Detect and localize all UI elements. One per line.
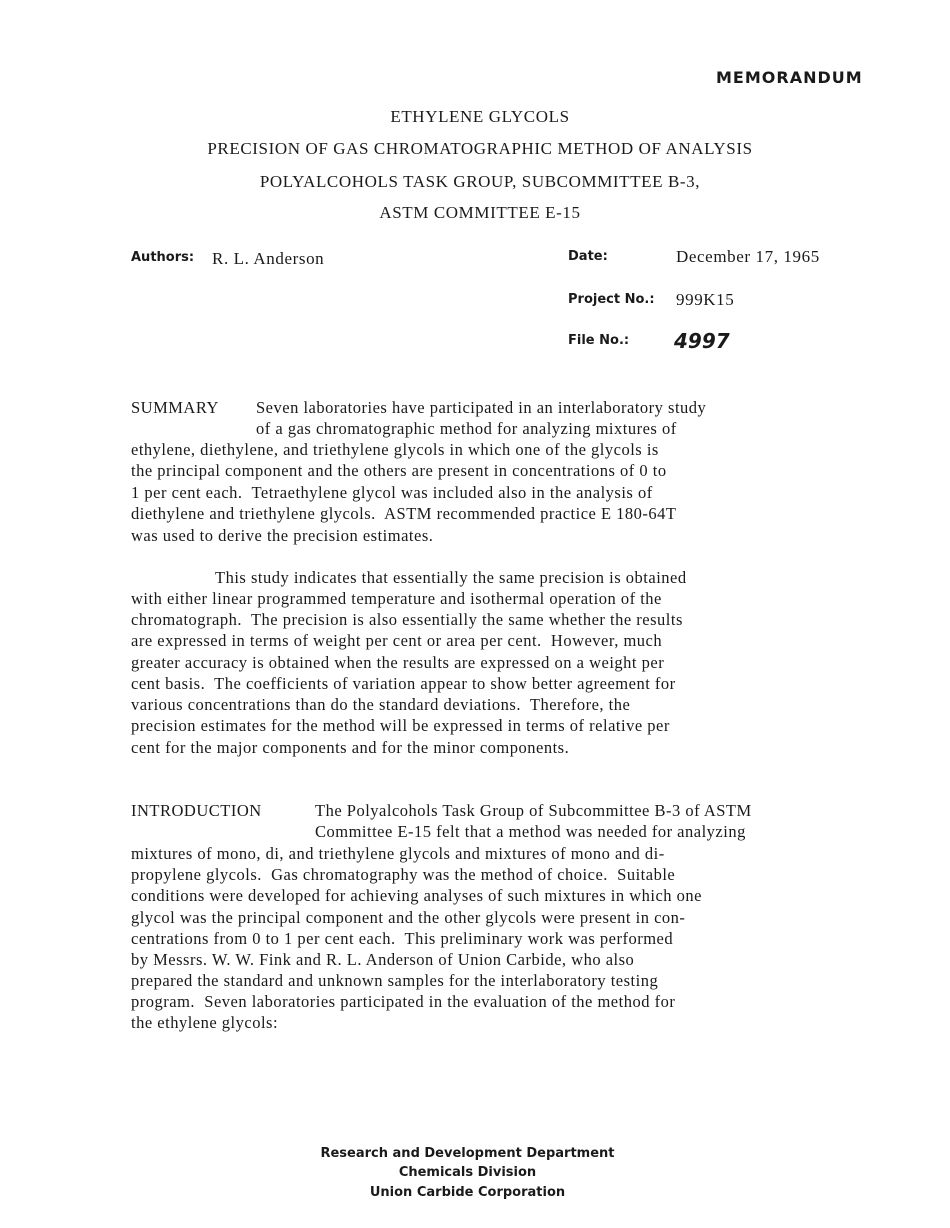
summary-line: ethylene, diethylene, and triethylene glycols in which one of the glycols is — [131, 440, 659, 459]
intro-line: glycol was the principal component and the other glycols were present in con- — [131, 908, 686, 927]
summary-line: of a gas chromatographic method for analyzing mixtures of — [256, 419, 677, 438]
summary-p2-line: cent basis. The coefficients of variation appear to show better agreement for — [131, 674, 676, 693]
file-value: 4997 — [674, 329, 730, 353]
intro-line: prepared the standard and unknown samples for the interlaboratory testing — [131, 971, 659, 990]
intro-line: conditions were developed for achieving analyses of such mixtures in which one — [131, 886, 702, 905]
summary-p2-line: This study indicates that essentially the same precision is obtained — [215, 568, 687, 587]
footer-line-1: Research and Development Department — [320, 1146, 615, 1161]
file-label: File No.: — [568, 333, 630, 348]
date-value: December 17, 1965 — [676, 247, 820, 266]
intro-line: The Polyalcohols Task Group of Subcommittee B-3 of ASTM — [315, 801, 752, 820]
date-label: Date: — [568, 249, 608, 264]
summary-p2-line: with either linear programmed temperature and isothermal operation of the — [131, 589, 662, 608]
summary-line: diethylene and triethylene glycols. ASTM recommended practice E 180-64T — [131, 504, 677, 523]
summary-heading: SUMMARY — [131, 398, 219, 417]
intro-line: mixtures of mono, di, and triethylene glycols and mixtures of mono and di- — [131, 844, 665, 863]
authors-value: R. L. Anderson — [212, 249, 325, 268]
summary-line: 1 per cent each. Tetraethylene glycol was included also in the analysis of — [131, 483, 653, 502]
summary-p2-line: are expressed in terms of weight per cent or area per cent. However, much — [131, 631, 663, 650]
intro-line: the ethylene glycols: — [131, 1013, 279, 1032]
intro-line: by Messrs. W. W. Fink and R. L. Anderson of Union Carbide, who also — [131, 950, 635, 969]
summary-line: was used to derive the precision estimates. — [131, 526, 434, 545]
intro-line: Committee E-15 felt that a method was needed for analyzing — [315, 822, 746, 841]
summary-line: the principal component and the others are present in concentrations of 0 to — [131, 461, 667, 480]
intro-line: propylene glycols. Gas chromatography was the method of choice. Suitable — [131, 865, 676, 884]
introduction-heading: INTRODUCTION — [131, 801, 262, 820]
intro-line: program. Seven laboratories participated in the evaluation of the method for — [131, 992, 676, 1011]
summary-p2-line: cent for the major components and for the minor components. — [131, 738, 570, 757]
project-label: Project No.: — [568, 292, 655, 307]
title-line-2: PRECISION OF GAS CHROMATOGRAPHIC METHOD OF ANALYSIS — [207, 139, 753, 158]
title-line-3: POLYALCOHOLS TASK GROUP, SUBCOMMITTEE B-3, — [259, 172, 701, 191]
intro-line: centrations from 0 to 1 per cent each. This preliminary work was performed — [131, 929, 674, 948]
memorandum-label: MEMORANDUM — [716, 68, 863, 87]
title-line-4: ASTM COMMITTEE E-15 — [379, 203, 581, 222]
summary-p2-line: various concentrations than do the standard deviations. Therefore, the — [131, 695, 631, 714]
summary-line: Seven laboratories have participated in an interlaboratory study — [256, 398, 707, 417]
summary-p2-line: chromatograph. The precision is also essentially the same whether the results — [131, 610, 683, 629]
summary-p2-line: precision estimates for the method will be expressed in terms of relative per — [131, 716, 670, 735]
project-value: 999K15 — [676, 290, 735, 309]
title-line-1: ETHYLENE GLYCOLS — [390, 107, 570, 126]
authors-label: Authors: — [131, 250, 195, 265]
footer-line-3: Union Carbide Corporation — [369, 1185, 566, 1200]
footer-line-2: Chemicals Division — [398, 1165, 537, 1180]
summary-p2-line: greater accuracy is obtained when the results are expressed on a weight per — [131, 653, 665, 672]
